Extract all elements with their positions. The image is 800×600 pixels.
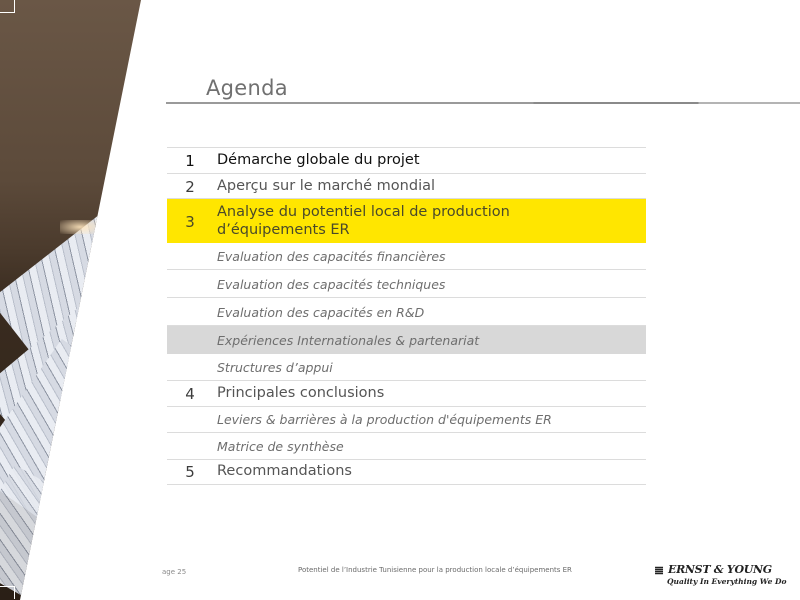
logo-wordmark: ERNST & YOUNG bbox=[668, 563, 772, 576]
crop-mark-top-left bbox=[0, 0, 15, 13]
agenda-subitem-technical[interactable] bbox=[167, 270, 646, 298]
item-number: 4 bbox=[185, 385, 195, 403]
agenda-subitem-support[interactable] bbox=[167, 354, 646, 381]
item-label: Analyse du potentiel local de production d’équipements ER bbox=[217, 204, 510, 238]
agenda-item-1[interactable] bbox=[167, 148, 646, 174]
sunlight-glow bbox=[60, 220, 100, 234]
item-label: Evaluation des capacités techniques bbox=[217, 277, 446, 292]
item-label: Leviers & barrières à la production d'équipements ER bbox=[217, 412, 552, 427]
solar-panels-image-overlay bbox=[0, 0, 141, 600]
agenda-subitem-international[interactable] bbox=[167, 326, 646, 354]
item-number: 5 bbox=[185, 463, 195, 481]
crop-mark-bottom-left bbox=[0, 586, 15, 599]
agenda-subitem-rnd[interactable] bbox=[167, 298, 646, 326]
item-label: Démarche globale du projet bbox=[217, 152, 420, 168]
footer-document-title: Potentiel de l’Industrie Tunisienne pour la production locale d’équipements ER bbox=[298, 566, 572, 574]
slide-title: Agenda bbox=[206, 76, 288, 100]
item-label: Recommandations bbox=[217, 463, 352, 479]
item-label: Matrice de synthèse bbox=[217, 439, 344, 454]
item-label: Evaluation des capacités en R&D bbox=[217, 305, 425, 320]
item-number: 3 bbox=[185, 213, 195, 231]
item-label: Structures d’appui bbox=[217, 360, 333, 375]
item-number: 1 bbox=[185, 152, 195, 170]
item-label: Aperçu sur le marché mondial bbox=[217, 178, 436, 194]
item-label: Principales conclusions bbox=[217, 385, 385, 401]
agenda-item-3-current[interactable] bbox=[167, 199, 646, 243]
logo-tagline: Quality In Everything We Do bbox=[667, 577, 787, 586]
title-divider bbox=[166, 102, 800, 104]
ey-logo-icon: ≣ bbox=[654, 563, 664, 577]
item-label: Evaluation des capacités financières bbox=[217, 249, 446, 264]
item-number: 2 bbox=[185, 178, 195, 196]
agenda-subitem-matrix[interactable] bbox=[167, 433, 646, 460]
item-label: Expériences Internationales & partenariat bbox=[217, 333, 480, 348]
agenda-item-5[interactable] bbox=[167, 460, 646, 485]
agenda-item-4[interactable] bbox=[167, 381, 646, 407]
ernst-young-logo bbox=[654, 563, 787, 587]
agenda-subitem-levers[interactable] bbox=[167, 407, 646, 433]
page-number: age 25 bbox=[162, 568, 187, 576]
agenda-subitem-financial[interactable] bbox=[167, 243, 646, 270]
agenda-list bbox=[167, 147, 646, 485]
agenda-item-2[interactable] bbox=[167, 174, 646, 199]
